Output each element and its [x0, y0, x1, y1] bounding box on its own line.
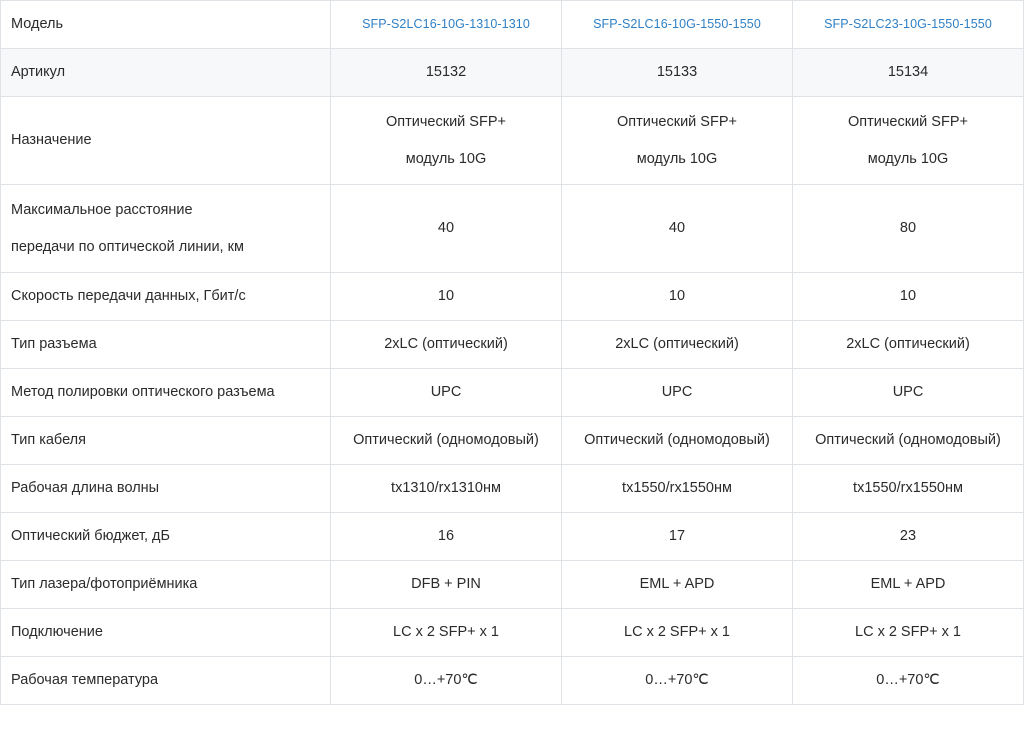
row-value — [562, 97, 793, 185]
table-row — [1, 97, 1024, 185]
row-value: 40 — [331, 185, 562, 273]
row-label: Тип разъема — [1, 321, 331, 369]
row-value: DFB + PIN — [331, 561, 562, 609]
row-value: UPC — [562, 369, 793, 417]
row-value: 10 — [331, 273, 562, 321]
row-value: 17 — [562, 513, 793, 561]
row-value-line-2: модуль 10G — [636, 150, 718, 167]
table-row — [1, 49, 1024, 97]
row-value: EML + APD — [562, 561, 793, 609]
row-label: Метод полировки оптического разъема — [1, 369, 331, 417]
row-label: Тип лазера/фотоприёмника — [1, 561, 331, 609]
row-label: Рабочая длина волны — [1, 465, 331, 513]
table-row — [1, 417, 1024, 465]
row-value-line-1: Оптический SFP+ — [848, 114, 968, 131]
row-value: 15133 — [562, 49, 793, 97]
table-row — [1, 273, 1024, 321]
row-value: EML + APD — [793, 561, 1024, 609]
row-value: 15134 — [793, 49, 1024, 97]
row-label: Рабочая температура — [1, 657, 331, 705]
column-header-product-2: SFP-S2LC16-10G-1550-1550 — [562, 1, 793, 49]
row-value: 16 — [331, 513, 562, 561]
row-value — [331, 97, 562, 185]
row-value: UPC — [331, 369, 562, 417]
row-value: LC x 2 SFP+ x 1 — [793, 609, 1024, 657]
row-value-line-1: Оптический SFP+ — [617, 114, 737, 131]
row-value: 0…+70℃ — [793, 657, 1024, 705]
row-value: 0…+70℃ — [562, 657, 793, 705]
row-value-line-1: Оптический SFP+ — [386, 114, 506, 131]
row-label-line-1: Максимальное расстояние — [11, 202, 193, 219]
table-row — [1, 657, 1024, 705]
row-value: UPC — [793, 369, 1024, 417]
row-label: Оптический бюджет, дБ — [1, 513, 331, 561]
table-row — [1, 321, 1024, 369]
column-header-product-3: SFP-S2LC23-10G-1550-1550 — [793, 1, 1024, 49]
row-value: 10 — [562, 273, 793, 321]
table-row — [1, 513, 1024, 561]
row-value — [793, 97, 1024, 185]
table-row — [1, 561, 1024, 609]
row-value: 2xLC (оптический) — [562, 321, 793, 369]
column-header-model: Модель — [1, 1, 331, 49]
row-value: 0…+70℃ — [331, 657, 562, 705]
table-row — [1, 185, 1024, 273]
row-value: Оптический (одномодовый) — [562, 417, 793, 465]
table-row — [1, 609, 1024, 657]
row-value: 2xLC (оптический) — [793, 321, 1024, 369]
row-value: 23 — [793, 513, 1024, 561]
row-value: 40 — [562, 185, 793, 273]
row-label-line-2: передачи по оптической линии, км — [11, 238, 244, 255]
row-label: Артикул — [1, 49, 331, 97]
table-row — [1, 369, 1024, 417]
row-value: LC x 2 SFP+ x 1 — [331, 609, 562, 657]
row-label: Скорость передачи данных, Гбит/с — [1, 273, 331, 321]
table-header-row — [1, 1, 1024, 49]
row-value: 80 — [793, 185, 1024, 273]
row-value-line-2: модуль 10G — [867, 150, 949, 167]
row-value: 15132 — [331, 49, 562, 97]
column-header-product-1: SFP-S2LC16-10G-1310-1310 — [331, 1, 562, 49]
row-value-line-2: модуль 10G — [405, 150, 487, 167]
row-value: 2xLC (оптический) — [331, 321, 562, 369]
row-value: tx1310/rx1310нм — [331, 465, 562, 513]
row-label: Тип кабеля — [1, 417, 331, 465]
row-value: tx1550/rx1550нм — [793, 465, 1024, 513]
table-row — [1, 465, 1024, 513]
row-label: Подключение — [1, 609, 331, 657]
row-label — [1, 185, 331, 273]
row-value: LC x 2 SFP+ x 1 — [562, 609, 793, 657]
row-value: tx1550/rx1550нм — [562, 465, 793, 513]
row-value: 10 — [793, 273, 1024, 321]
row-value: Оптический (одномодовый) — [331, 417, 562, 465]
row-value: Оптический (одномодовый) — [793, 417, 1024, 465]
row-label: Назначение — [1, 97, 331, 185]
